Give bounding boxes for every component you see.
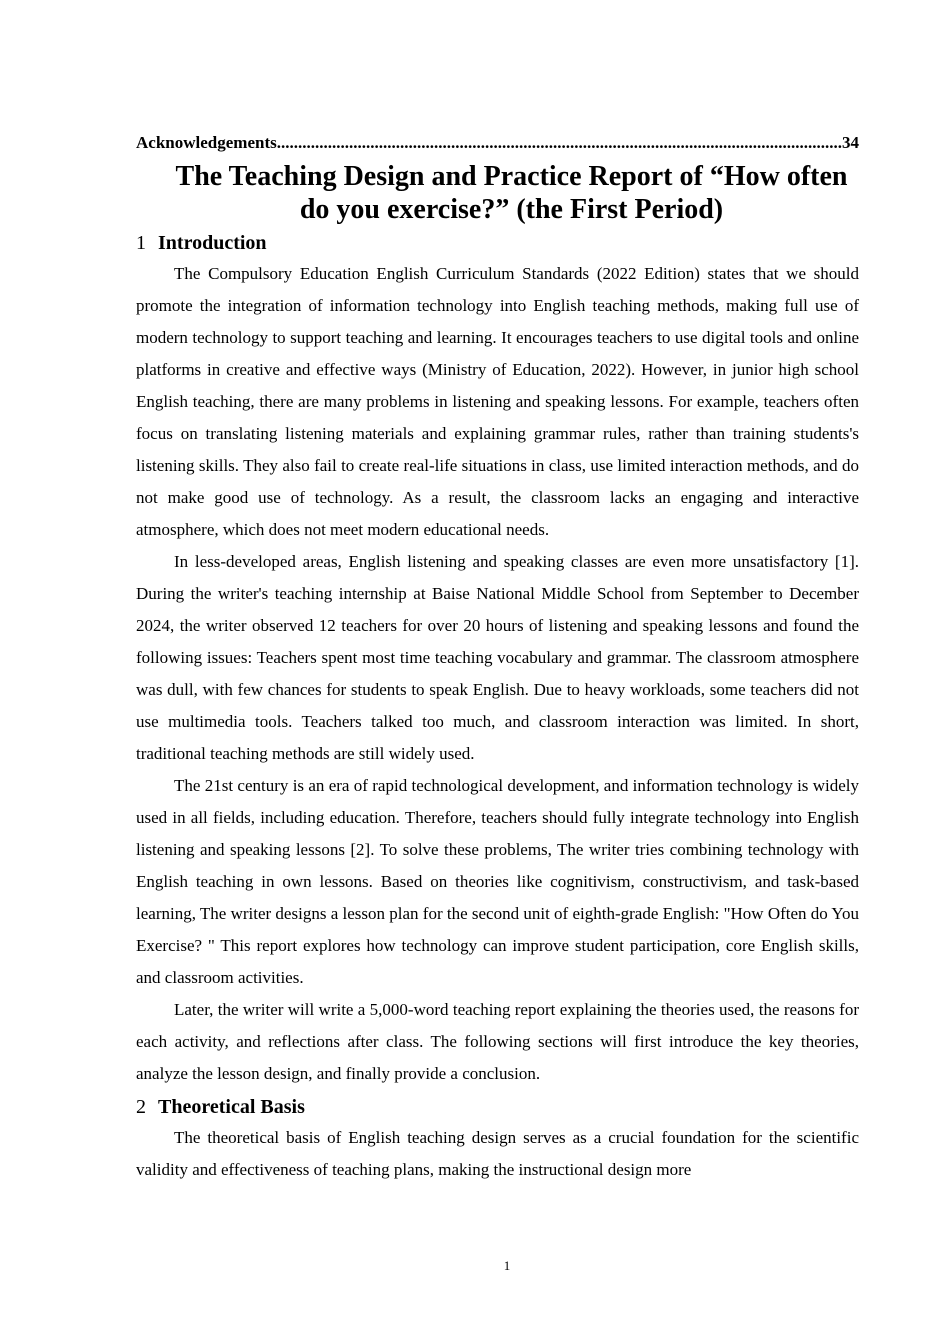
toc-page-number: 34 (842, 133, 859, 152)
document-page (136, 130, 859, 1186)
paragraph: In less-developed areas, English listening and speaking classes are even more unsatisfactory [1]. During the writer's teaching internship at Baise National Middle School from September to December 2024, the writer observed 12 teachers for over 20 hours of listening and speaking lessons and found the following issues: Teachers spent most time teaching vocabulary and grammar. The classroom atmosphere was dull, with few chances for students to speak English. Due to heavy workloads, some teachers did not use multimedia tools. Teachers talked too much, and classroom interaction was limited. In short, traditional teaching methods are still widely used. (136, 552, 859, 763)
title-line-1: The Teaching Design and Practice Report of “How often (175, 161, 848, 192)
section-heading-theoretical-basis (136, 1092, 859, 1122)
toc-leader-dots (277, 130, 842, 156)
section-number: 2 (136, 1096, 146, 1118)
toc-entry-acknowledgements[interactable] (136, 130, 859, 156)
paragraph: The Compulsory Education English Curriculum Standards (2022 Edition) states that we should promote the integration of information technology into English teaching methods, making full use of modern technology to support teaching and learning. It encourages teachers to use digital tools and online platforms in creative and effective ways (Ministry of Education, 2022). However, in junior high school English teaching, there are many problems in listening and speaking lessons. For example, teachers often focus on translating listening materials and explaining grammar rules, rather than training students's listening skills. They also fail to create real-life situations in class, use limited interaction methods, and do not make good use of technology. As a result, the classroom lacks an engaging and interactive atmosphere, which does not meet modern educational needs. (136, 264, 859, 539)
section-heading-introduction (136, 228, 859, 258)
page-number: 1 (503, 1258, 511, 1273)
section-title: Theoretical Basis (158, 1096, 305, 1118)
document-title (164, 160, 859, 226)
paragraph: The theoretical basis of English teaching design serves as a crucial foundation for the scientific validity and effectiveness of teaching plans, making the instructional design more (136, 1128, 859, 1179)
section-title: Introduction (158, 232, 267, 254)
paragraph: Later, the writer will write a 5,000-word teaching report explaining the theories used, the reasons for each activity, and reflections after class. The following sections will first introduce the key theories, analyze the lesson design, and finally provide a conclusion. (136, 1000, 859, 1083)
toc-label: Acknowledgements (136, 133, 277, 152)
title-line-2: do you exercise?” (the First Period) (299, 194, 724, 225)
paragraph: The 21st century is an era of rapid technological development, and information technology is widely used in all fields, including education. Therefore, teachers should fully integrate technology into English listening and speaking lessons [2]. To solve these problems, The writer tries combining technology with English teaching in own lessons. Based on theories like cognitivism, constructivism, and task-based learning, The writer designs a lesson plan for the second unit of eighth-grade English: "How Often do You Exercise? " This report explores how technology can improve student participation, core English skills, and classroom activities. (136, 776, 859, 987)
section-number: 1 (136, 232, 146, 254)
